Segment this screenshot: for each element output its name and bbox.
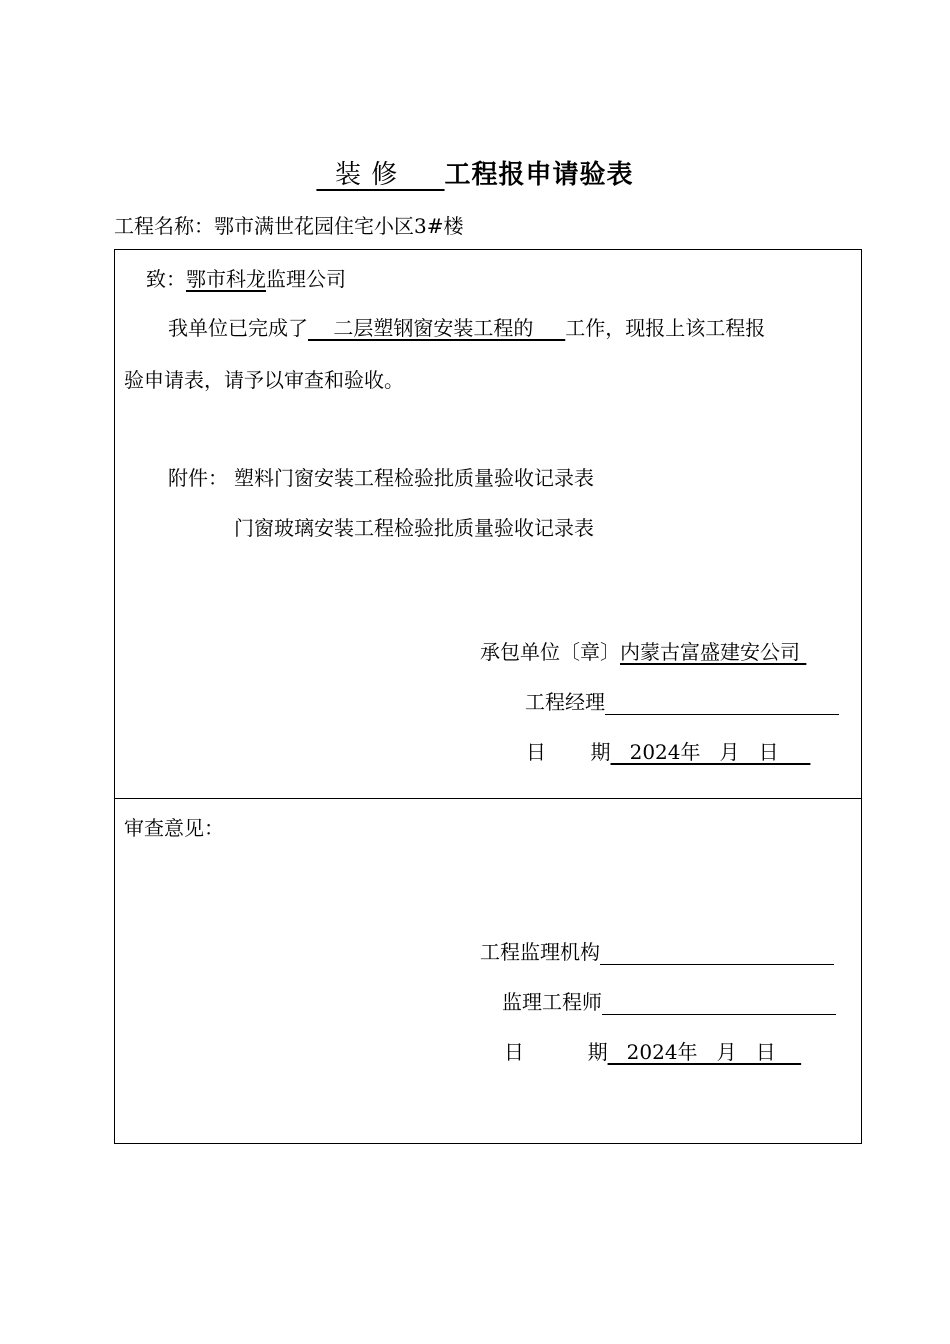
addressee-line [146, 263, 346, 292]
review-box [114, 797, 862, 1144]
letter-body-line2: 验申请表，请予以审查和验收。 [124, 368, 404, 392]
letter-body-line1 [168, 312, 765, 341]
review-date-label: 日 期 [504, 1040, 608, 1064]
project-manager-line [525, 686, 839, 715]
contractor-line [480, 636, 806, 665]
contractor-label: 承包单位〔章〕 [480, 640, 620, 664]
contractor-date-label: 日 期 [526, 740, 611, 764]
supervising-engineer-field[interactable] [602, 992, 836, 1015]
to-suffix: 监理公司 [266, 267, 346, 291]
supervision-org-line [480, 936, 834, 965]
contractor-name: 内蒙古富盛建安公司 [620, 640, 807, 664]
document-title [0, 154, 950, 191]
attachment-item: 门窗玻璃安装工程检验批质量验收记录表 [234, 516, 594, 540]
supervision-org-label: 工程监理机构 [480, 940, 600, 964]
review-label: 审查意见： [124, 816, 224, 840]
manager-signature-field[interactable] [605, 692, 839, 715]
title-main: 工程报申请验表 [444, 160, 634, 190]
manager-label: 工程经理 [525, 690, 605, 714]
supervising-engineer-label: 监理工程师 [502, 990, 602, 1014]
supervising-engineer-line [502, 986, 836, 1015]
project-name-line [114, 210, 463, 239]
review-date-line [504, 1036, 801, 1065]
supervision-org-field[interactable] [600, 942, 834, 965]
work-item: 二层塑钢窗安装工程的 [308, 316, 566, 340]
project-label: 工程名称： [114, 214, 214, 238]
body-suffix: 工作，现报上该工程报 [565, 316, 766, 340]
attachment-item: 塑料门窗安装工程检验批质量验收记录表 [234, 466, 594, 490]
to-label: 致： [146, 267, 186, 291]
contractor-date-value[interactable]: 2024年 月 日 [610, 740, 811, 764]
title-work-type: 装 修 [316, 160, 445, 190]
review-date-value[interactable]: 2024年 月 日 [607, 1040, 802, 1064]
project-name: 鄂市满世花园住宅小区3#楼 [214, 214, 464, 238]
body-prefix: 我单位已完成了 [168, 316, 308, 340]
attachments-label: 附件： [168, 466, 228, 490]
contractor-date-line [526, 736, 810, 765]
to-company: 鄂市科龙 [186, 267, 266, 291]
